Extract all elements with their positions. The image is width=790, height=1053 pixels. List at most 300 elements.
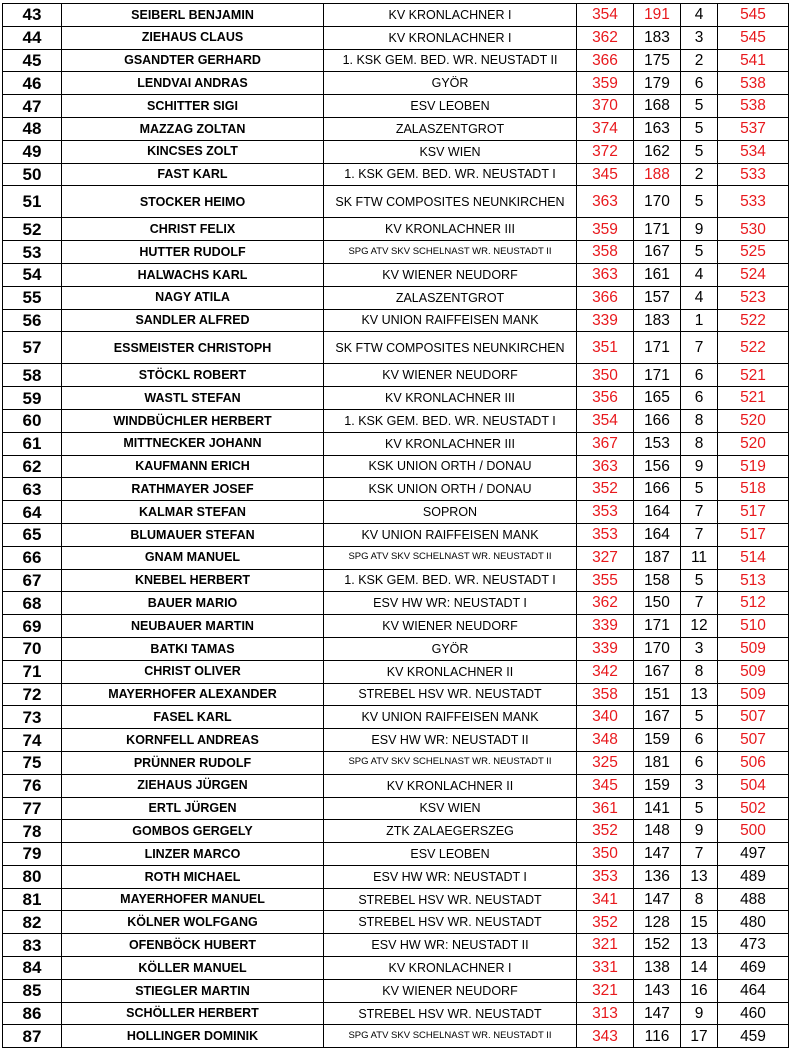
misses-cell: 13 [681, 683, 718, 706]
clear-score-cell: 191 [634, 4, 681, 27]
clear-score-cell: 164 [634, 523, 681, 546]
club-cell: STREBEL HSV WR. NEUSTADT [324, 888, 577, 911]
clear-score-cell: 175 [634, 49, 681, 72]
rank-cell: 67 [3, 569, 62, 592]
total-score-cell: 513 [718, 569, 789, 592]
clear-score-cell: 167 [634, 241, 681, 264]
misses-cell: 9 [681, 820, 718, 843]
club-cell: SPG ATV SKV SCHELNAST WR. NEUSTADT II [324, 751, 577, 774]
player-name-cell: MAYERHOFER ALEXANDER [62, 683, 324, 706]
clear-score-cell: 161 [634, 263, 681, 286]
clear-score-cell: 136 [634, 865, 681, 888]
rank-cell: 57 [3, 332, 62, 364]
misses-cell: 17 [681, 1025, 718, 1048]
full-score-cell: 353 [577, 523, 634, 546]
clear-score-cell: 165 [634, 387, 681, 410]
rank-cell: 73 [3, 706, 62, 729]
misses-cell: 4 [681, 286, 718, 309]
rank-cell: 47 [3, 95, 62, 118]
player-name-cell: STIEGLER MARTIN [62, 979, 324, 1002]
clear-score-cell: 171 [634, 615, 681, 638]
clear-score-cell: 138 [634, 957, 681, 980]
player-name-cell: LINZER MARCO [62, 843, 324, 866]
clear-score-cell: 187 [634, 546, 681, 569]
full-score-cell: 354 [577, 409, 634, 432]
misses-cell: 3 [681, 774, 718, 797]
misses-cell: 9 [681, 1002, 718, 1025]
club-cell: KSK UNION ORTH / DONAU [324, 478, 577, 501]
full-score-cell: 359 [577, 72, 634, 95]
club-cell: ESV HW WR: NEUSTADT I [324, 592, 577, 615]
clear-score-cell: 170 [634, 637, 681, 660]
total-score-cell: 520 [718, 432, 789, 455]
club-cell: 1. KSK GEM. BED. WR. NEUSTADT II [324, 49, 577, 72]
full-score-cell: 352 [577, 478, 634, 501]
results-table [2, 3, 789, 1048]
club-cell: STREBEL HSV WR. NEUSTADT [324, 683, 577, 706]
full-score-cell: 354 [577, 4, 634, 27]
rank-cell: 46 [3, 72, 62, 95]
full-score-cell: 366 [577, 49, 634, 72]
table-row [3, 95, 789, 118]
total-score-cell: 517 [718, 501, 789, 524]
rank-cell: 62 [3, 455, 62, 478]
clear-score-cell: 158 [634, 569, 681, 592]
full-score-cell: 313 [577, 1002, 634, 1025]
misses-cell: 5 [681, 186, 718, 218]
misses-cell: 6 [681, 729, 718, 752]
player-name-cell: CHRIST FELIX [62, 218, 324, 241]
player-name-cell: ZIEHAUS JÜRGEN [62, 774, 324, 797]
club-cell: KV WIENER NEUDORF [324, 979, 577, 1002]
clear-score-cell: 162 [634, 140, 681, 163]
club-cell: SPG ATV SKV SCHELNAST WR. NEUSTADT II [324, 546, 577, 569]
club-cell: KV KRONLACHNER I [324, 26, 577, 49]
club-cell: KV WIENER NEUDORF [324, 263, 577, 286]
table-row [3, 163, 789, 186]
rank-cell: 50 [3, 163, 62, 186]
club-cell: SK FTW COMPOSITES NEUNKIRCHEN [324, 186, 577, 218]
misses-cell: 12 [681, 615, 718, 638]
rank-cell: 56 [3, 309, 62, 332]
player-name-cell: WINDBÜCHLER HERBERT [62, 409, 324, 432]
player-name-cell: KINCSES ZOLT [62, 140, 324, 163]
misses-cell: 7 [681, 332, 718, 364]
full-score-cell: 363 [577, 263, 634, 286]
player-name-cell: KAUFMANN ERICH [62, 455, 324, 478]
misses-cell: 2 [681, 163, 718, 186]
club-cell: KV KRONLACHNER II [324, 660, 577, 683]
results-table-body [3, 4, 789, 1048]
total-score-cell: 525 [718, 241, 789, 264]
misses-cell: 14 [681, 957, 718, 980]
full-score-cell: 362 [577, 26, 634, 49]
misses-cell: 2 [681, 49, 718, 72]
player-name-cell: GNAM MANUEL [62, 546, 324, 569]
misses-cell: 4 [681, 4, 718, 27]
total-score-cell: 519 [718, 455, 789, 478]
table-row [3, 683, 789, 706]
clear-score-cell: 167 [634, 706, 681, 729]
clear-score-cell: 141 [634, 797, 681, 820]
full-score-cell: 339 [577, 637, 634, 660]
table-row [3, 218, 789, 241]
total-score-cell: 520 [718, 409, 789, 432]
clear-score-cell: 156 [634, 455, 681, 478]
full-score-cell: 372 [577, 140, 634, 163]
misses-cell: 5 [681, 797, 718, 820]
full-score-cell: 363 [577, 186, 634, 218]
misses-cell: 1 [681, 309, 718, 332]
full-score-cell: 356 [577, 387, 634, 410]
misses-cell: 7 [681, 523, 718, 546]
club-cell: KV UNION RAIFFEISEN MANK [324, 309, 577, 332]
misses-cell: 4 [681, 263, 718, 286]
total-score-cell: 500 [718, 820, 789, 843]
clear-score-cell: 168 [634, 95, 681, 118]
player-name-cell: ZIEHAUS CLAUS [62, 26, 324, 49]
player-name-cell: NEUBAUER MARTIN [62, 615, 324, 638]
full-score-cell: 370 [577, 95, 634, 118]
full-score-cell: 340 [577, 706, 634, 729]
clear-score-cell: 150 [634, 592, 681, 615]
rank-cell: 48 [3, 117, 62, 140]
club-cell: SPG ATV SKV SCHELNAST WR. NEUSTADT II [324, 1025, 577, 1048]
clear-score-cell: 143 [634, 979, 681, 1002]
misses-cell: 6 [681, 72, 718, 95]
rank-cell: 71 [3, 660, 62, 683]
total-score-cell: 524 [718, 263, 789, 286]
misses-cell: 5 [681, 706, 718, 729]
clear-score-cell: 159 [634, 774, 681, 797]
player-name-cell: KÖLNER WOLFGANG [62, 911, 324, 934]
total-score-cell: 514 [718, 546, 789, 569]
full-score-cell: 331 [577, 957, 634, 980]
player-name-cell: KORNFELL ANDREAS [62, 729, 324, 752]
player-name-cell: OFENBÖCK HUBERT [62, 934, 324, 957]
table-row [3, 957, 789, 980]
rank-cell: 59 [3, 387, 62, 410]
full-score-cell: 321 [577, 979, 634, 1002]
table-row [3, 820, 789, 843]
club-cell: KV WIENER NEUDORF [324, 615, 577, 638]
clear-score-cell: 116 [634, 1025, 681, 1048]
table-row [3, 186, 789, 218]
clear-score-cell: 163 [634, 117, 681, 140]
misses-cell: 5 [681, 95, 718, 118]
table-row [3, 49, 789, 72]
misses-cell: 7 [681, 501, 718, 524]
table-row [3, 364, 789, 387]
table-row [3, 72, 789, 95]
misses-cell: 13 [681, 934, 718, 957]
table-row [3, 979, 789, 1002]
misses-cell: 16 [681, 979, 718, 1002]
table-row [3, 263, 789, 286]
total-score-cell: 523 [718, 286, 789, 309]
rank-cell: 76 [3, 774, 62, 797]
player-name-cell: SCHITTER SIGI [62, 95, 324, 118]
table-row [3, 26, 789, 49]
club-cell: KV KRONLACHNER III [324, 432, 577, 455]
total-score-cell: 506 [718, 751, 789, 774]
club-cell: 1. KSK GEM. BED. WR. NEUSTADT I [324, 569, 577, 592]
table-row [3, 432, 789, 455]
misses-cell: 9 [681, 218, 718, 241]
rank-cell: 84 [3, 957, 62, 980]
total-score-cell: 459 [718, 1025, 789, 1048]
table-row [3, 615, 789, 638]
total-score-cell: 509 [718, 660, 789, 683]
player-name-cell: MAZZAG ZOLTAN [62, 117, 324, 140]
table-row [3, 1002, 789, 1025]
table-row [3, 117, 789, 140]
misses-cell: 13 [681, 865, 718, 888]
rank-cell: 81 [3, 888, 62, 911]
table-row [3, 797, 789, 820]
player-name-cell: ESSMEISTER CHRISTOPH [62, 332, 324, 364]
rank-cell: 65 [3, 523, 62, 546]
player-name-cell: GSANDTER GERHARD [62, 49, 324, 72]
misses-cell: 7 [681, 592, 718, 615]
rank-cell: 75 [3, 751, 62, 774]
full-score-cell: 363 [577, 455, 634, 478]
full-score-cell: 351 [577, 332, 634, 364]
club-cell: ZTK ZALAEGERSZEG [324, 820, 577, 843]
table-row [3, 546, 789, 569]
player-name-cell: KÖLLER MANUEL [62, 957, 324, 980]
table-row [3, 637, 789, 660]
club-cell: STREBEL HSV WR. NEUSTADT [324, 1002, 577, 1025]
player-name-cell: STOCKER HEIMO [62, 186, 324, 218]
player-name-cell: HUTTER RUDOLF [62, 241, 324, 264]
total-score-cell: 509 [718, 637, 789, 660]
club-cell: ESV LEOBEN [324, 95, 577, 118]
clear-score-cell: 152 [634, 934, 681, 957]
table-row [3, 478, 789, 501]
table-row [3, 592, 789, 615]
club-cell: ESV LEOBEN [324, 843, 577, 866]
total-score-cell: 509 [718, 683, 789, 706]
misses-cell: 5 [681, 140, 718, 163]
total-score-cell: 522 [718, 309, 789, 332]
total-score-cell: 488 [718, 888, 789, 911]
clear-score-cell: 164 [634, 501, 681, 524]
misses-cell: 8 [681, 660, 718, 683]
total-score-cell: 545 [718, 4, 789, 27]
total-score-cell: 497 [718, 843, 789, 866]
total-score-cell: 517 [718, 523, 789, 546]
misses-cell: 3 [681, 26, 718, 49]
clear-score-cell: 151 [634, 683, 681, 706]
total-score-cell: 522 [718, 332, 789, 364]
club-cell: ZALASZENTGROT [324, 286, 577, 309]
rank-cell: 61 [3, 432, 62, 455]
clear-score-cell: 171 [634, 218, 681, 241]
club-cell: KV KRONLACHNER III [324, 387, 577, 410]
full-score-cell: 358 [577, 241, 634, 264]
player-name-cell: GOMBOS GERGELY [62, 820, 324, 843]
total-score-cell: 538 [718, 72, 789, 95]
club-cell: KV UNION RAIFFEISEN MANK [324, 523, 577, 546]
table-row [3, 569, 789, 592]
club-cell: SOPRON [324, 501, 577, 524]
total-score-cell: 489 [718, 865, 789, 888]
table-row [3, 501, 789, 524]
clear-score-cell: 166 [634, 409, 681, 432]
full-score-cell: 339 [577, 309, 634, 332]
misses-cell: 9 [681, 455, 718, 478]
club-cell: ZALASZENTGROT [324, 117, 577, 140]
total-score-cell: 460 [718, 1002, 789, 1025]
rank-cell: 86 [3, 1002, 62, 1025]
club-cell: ESV HW WR: NEUSTADT II [324, 729, 577, 752]
full-score-cell: 362 [577, 592, 634, 615]
club-cell: GYÖR [324, 72, 577, 95]
rank-cell: 55 [3, 286, 62, 309]
full-score-cell: 361 [577, 797, 634, 820]
rank-cell: 83 [3, 934, 62, 957]
table-row [3, 751, 789, 774]
club-cell: KSV WIEN [324, 140, 577, 163]
clear-score-cell: 166 [634, 478, 681, 501]
club-cell: STREBEL HSV WR. NEUSTADT [324, 911, 577, 934]
full-score-cell: 348 [577, 729, 634, 752]
player-name-cell: BAUER MARIO [62, 592, 324, 615]
player-name-cell: ERTL JÜRGEN [62, 797, 324, 820]
total-score-cell: 537 [718, 117, 789, 140]
player-name-cell: SEIBERL BENJAMIN [62, 4, 324, 27]
misses-cell: 6 [681, 751, 718, 774]
total-score-cell: 510 [718, 615, 789, 638]
rank-cell: 72 [3, 683, 62, 706]
club-cell: 1. KSK GEM. BED. WR. NEUSTADT I [324, 163, 577, 186]
club-cell: KV UNION RAIFFEISEN MANK [324, 706, 577, 729]
table-row [3, 309, 789, 332]
clear-score-cell: 183 [634, 26, 681, 49]
clear-score-cell: 171 [634, 364, 681, 387]
player-name-cell: LENDVAI ANDRAS [62, 72, 324, 95]
full-score-cell: 343 [577, 1025, 634, 1048]
rank-cell: 52 [3, 218, 62, 241]
full-score-cell: 353 [577, 501, 634, 524]
misses-cell: 15 [681, 911, 718, 934]
rank-cell: 80 [3, 865, 62, 888]
misses-cell: 5 [681, 478, 718, 501]
full-score-cell: 355 [577, 569, 634, 592]
total-score-cell: 545 [718, 26, 789, 49]
table-row [3, 865, 789, 888]
total-score-cell: 534 [718, 140, 789, 163]
misses-cell: 5 [681, 241, 718, 264]
full-score-cell: 359 [577, 218, 634, 241]
full-score-cell: 367 [577, 432, 634, 455]
table-row [3, 4, 789, 27]
club-cell: KV KRONLACHNER II [324, 774, 577, 797]
player-name-cell: STÖCKL ROBERT [62, 364, 324, 387]
table-row [3, 332, 789, 364]
table-row [3, 241, 789, 264]
table-row [3, 409, 789, 432]
clear-score-cell: 153 [634, 432, 681, 455]
total-score-cell: 533 [718, 186, 789, 218]
total-score-cell: 507 [718, 729, 789, 752]
club-cell: KV KRONLACHNER I [324, 4, 577, 27]
rank-cell: 82 [3, 911, 62, 934]
full-score-cell: 350 [577, 364, 634, 387]
rank-cell: 79 [3, 843, 62, 866]
full-score-cell: 358 [577, 683, 634, 706]
full-score-cell: 374 [577, 117, 634, 140]
player-name-cell: FAST KARL [62, 163, 324, 186]
total-score-cell: 521 [718, 387, 789, 410]
misses-cell: 3 [681, 637, 718, 660]
full-score-cell: 350 [577, 843, 634, 866]
club-cell: KSV WIEN [324, 797, 577, 820]
rank-cell: 85 [3, 979, 62, 1002]
table-row [3, 140, 789, 163]
player-name-cell: ROTH MICHAEL [62, 865, 324, 888]
total-score-cell: 533 [718, 163, 789, 186]
clear-score-cell: 183 [634, 309, 681, 332]
misses-cell: 6 [681, 387, 718, 410]
rank-cell: 58 [3, 364, 62, 387]
club-cell: 1. KSK GEM. BED. WR. NEUSTADT I [324, 409, 577, 432]
full-score-cell: 342 [577, 660, 634, 683]
full-score-cell: 325 [577, 751, 634, 774]
club-cell: ESV HW WR: NEUSTADT I [324, 865, 577, 888]
club-cell: SK FTW COMPOSITES NEUNKIRCHEN [324, 332, 577, 364]
full-score-cell: 341 [577, 888, 634, 911]
club-cell: SPG ATV SKV SCHELNAST WR. NEUSTADT II [324, 241, 577, 264]
table-row [3, 729, 789, 752]
rank-cell: 53 [3, 241, 62, 264]
misses-cell: 5 [681, 569, 718, 592]
player-name-cell: SCHÖLLER HERBERT [62, 1002, 324, 1025]
clear-score-cell: 188 [634, 163, 681, 186]
full-score-cell: 321 [577, 934, 634, 957]
player-name-cell: KALMAR STEFAN [62, 501, 324, 524]
player-name-cell: MAYERHOFER MANUEL [62, 888, 324, 911]
misses-cell: 11 [681, 546, 718, 569]
full-score-cell: 327 [577, 546, 634, 569]
table-row [3, 455, 789, 478]
rank-cell: 66 [3, 546, 62, 569]
total-score-cell: 518 [718, 478, 789, 501]
total-score-cell: 502 [718, 797, 789, 820]
clear-score-cell: 171 [634, 332, 681, 364]
player-name-cell: CHRIST OLIVER [62, 660, 324, 683]
misses-cell: 7 [681, 843, 718, 866]
total-score-cell: 507 [718, 706, 789, 729]
clear-score-cell: 147 [634, 1002, 681, 1025]
table-row [3, 1025, 789, 1048]
table-row [3, 286, 789, 309]
total-score-cell: 504 [718, 774, 789, 797]
player-name-cell: MITTNECKER JOHANN [62, 432, 324, 455]
full-score-cell: 339 [577, 615, 634, 638]
table-row [3, 843, 789, 866]
player-name-cell: SANDLER ALFRED [62, 309, 324, 332]
player-name-cell: RATHMAYER JOSEF [62, 478, 324, 501]
player-name-cell: BATKI TAMAS [62, 637, 324, 660]
full-score-cell: 353 [577, 865, 634, 888]
player-name-cell: KNEBEL HERBERT [62, 569, 324, 592]
club-cell: KSK UNION ORTH / DONAU [324, 455, 577, 478]
clear-score-cell: 170 [634, 186, 681, 218]
club-cell: GYÖR [324, 637, 577, 660]
rank-cell: 68 [3, 592, 62, 615]
